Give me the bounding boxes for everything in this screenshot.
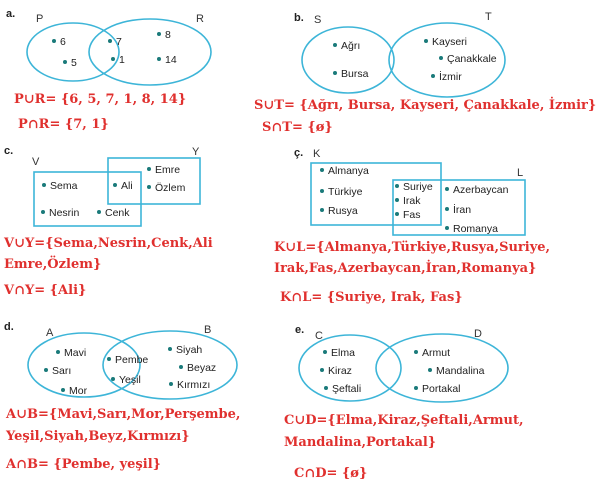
element-azerbaycan: Azerbaycan [445, 184, 508, 196]
element-portakal: Portakal [414, 383, 461, 395]
element-romanya: Romanya [445, 223, 498, 235]
set-name-l: L [517, 167, 524, 179]
element-fas: Fas [395, 209, 421, 221]
element-kirmizi: Kırmızı [169, 379, 210, 391]
set-name-c: C [315, 330, 323, 342]
element-ali: Ali [113, 180, 133, 192]
element-bursa: Bursa [333, 68, 368, 80]
panel-d [0, 310, 290, 494]
element-sema: Sema [42, 180, 77, 192]
element-sari: Sarı [44, 365, 71, 377]
part-label-cc: ç. [294, 147, 304, 159]
panel-c [0, 140, 290, 310]
set-name-p: P [36, 13, 44, 25]
element-siyah: Siyah [168, 344, 202, 356]
set-name-v: V [32, 156, 40, 168]
intersection-answer-e: C∩D= {ø} [294, 466, 368, 481]
union-answer-c-line2: Emre,Özlem} [4, 257, 102, 272]
part-label-c: c. [4, 145, 14, 157]
intersection-answer-cc: K∩L= {Suriye, Irak, Fas} [280, 290, 463, 305]
element-agri: Ağrı [333, 40, 360, 52]
element-iran: İran [445, 204, 471, 216]
element-irak: Irak [395, 195, 421, 207]
element-suriye: Suriye [395, 181, 433, 193]
element-kiraz: Kiraz [320, 365, 352, 377]
union-answer-cc-line1: K∪L={Almanya,Türkiye,Rusya,Suriye, [274, 240, 551, 255]
element-yesil: Yeşil [111, 374, 141, 386]
element-emre: Emre [147, 164, 180, 176]
element-cenk: Cenk [97, 207, 130, 219]
element-seftali: Şeftali [324, 383, 361, 395]
element-kayseri: Kayseri [424, 36, 467, 48]
element-5: 5 [63, 57, 77, 69]
set-name-y: Y [192, 146, 200, 158]
intersection-answer-b: S∩T= {ø} [262, 120, 333, 135]
set-name-b: B [204, 324, 212, 336]
set-s-ellipse [302, 27, 394, 93]
part-label-b: b. [294, 12, 304, 24]
element-canakkale: Çanakkale [439, 53, 497, 65]
element-mandalina: Mandalina [428, 365, 484, 377]
element-7: 7 [108, 36, 122, 48]
panel-b [254, 0, 600, 140]
element-mor: Mor [61, 385, 87, 397]
element-pembe: Pembe [107, 354, 148, 366]
part-label-e: e. [295, 324, 305, 336]
union-answer-a: P∪R= {6, 5, 7, 1, 8, 14} [14, 92, 187, 107]
set-p-ellipse [27, 23, 119, 81]
union-answer-cc-line2: Irak,Fas,Azerbaycan,İran,Romanya} [274, 261, 537, 276]
set-name-t: T [485, 11, 492, 23]
element-14: 14 [157, 54, 177, 66]
element-armut: Armut [414, 347, 450, 359]
element-ozlem: Özlem [147, 182, 185, 194]
element-8: 8 [157, 29, 171, 41]
union-answer-c-line1: V∪Y={Sema,Nesrin,Cenk,Ali [4, 236, 213, 251]
panel-a [0, 0, 290, 140]
element-turkiye: Türkiye [320, 186, 362, 198]
union-answer-b: S∪T= {Ağrı, Bursa, Kayseri, Çanakkale, İzmir} [254, 98, 597, 113]
intersection-answer-a: P∩R= {7, 1} [18, 117, 109, 132]
element-elma: Elma [323, 347, 355, 359]
element-mavi: Mavi [56, 347, 86, 359]
set-name-d: D [474, 328, 482, 340]
panel-cc [274, 140, 600, 310]
union-answer-e-line2: Mandalina,Portakal} [284, 435, 437, 450]
element-almanya: Almanya [320, 165, 369, 177]
union-answer-d-line1: A∪B={Mavi,Sarı,Mor,Perşembe, [6, 407, 241, 422]
intersection-answer-c: V∩Y= {Ali} [4, 283, 87, 298]
element-beyaz: Beyaz [179, 362, 216, 374]
set-name-k: K [313, 148, 321, 160]
set-name-s: S [314, 14, 322, 26]
union-answer-d-line2: Yeşil,Siyah,Beyz,Kırmızı} [6, 429, 190, 444]
set-name-r: R [196, 13, 204, 25]
part-label-a: a. [6, 8, 16, 20]
element-nesrin: Nesrin [41, 207, 79, 219]
part-label-d: d. [4, 321, 14, 333]
element-6: 6 [52, 36, 66, 48]
panel-e [284, 310, 600, 494]
set-r-ellipse [89, 19, 211, 85]
union-answer-e-line1: C∪D={Elma,Kiraz,Şeftali,Armut, [284, 413, 524, 428]
set-name-a: A [46, 327, 54, 339]
element-izmir: İzmir [431, 71, 462, 83]
intersection-answer-d: A∩B= {Pembe, yeşil} [6, 457, 161, 472]
element-1: 1 [111, 54, 125, 66]
element-rusya: Rusya [320, 205, 358, 217]
